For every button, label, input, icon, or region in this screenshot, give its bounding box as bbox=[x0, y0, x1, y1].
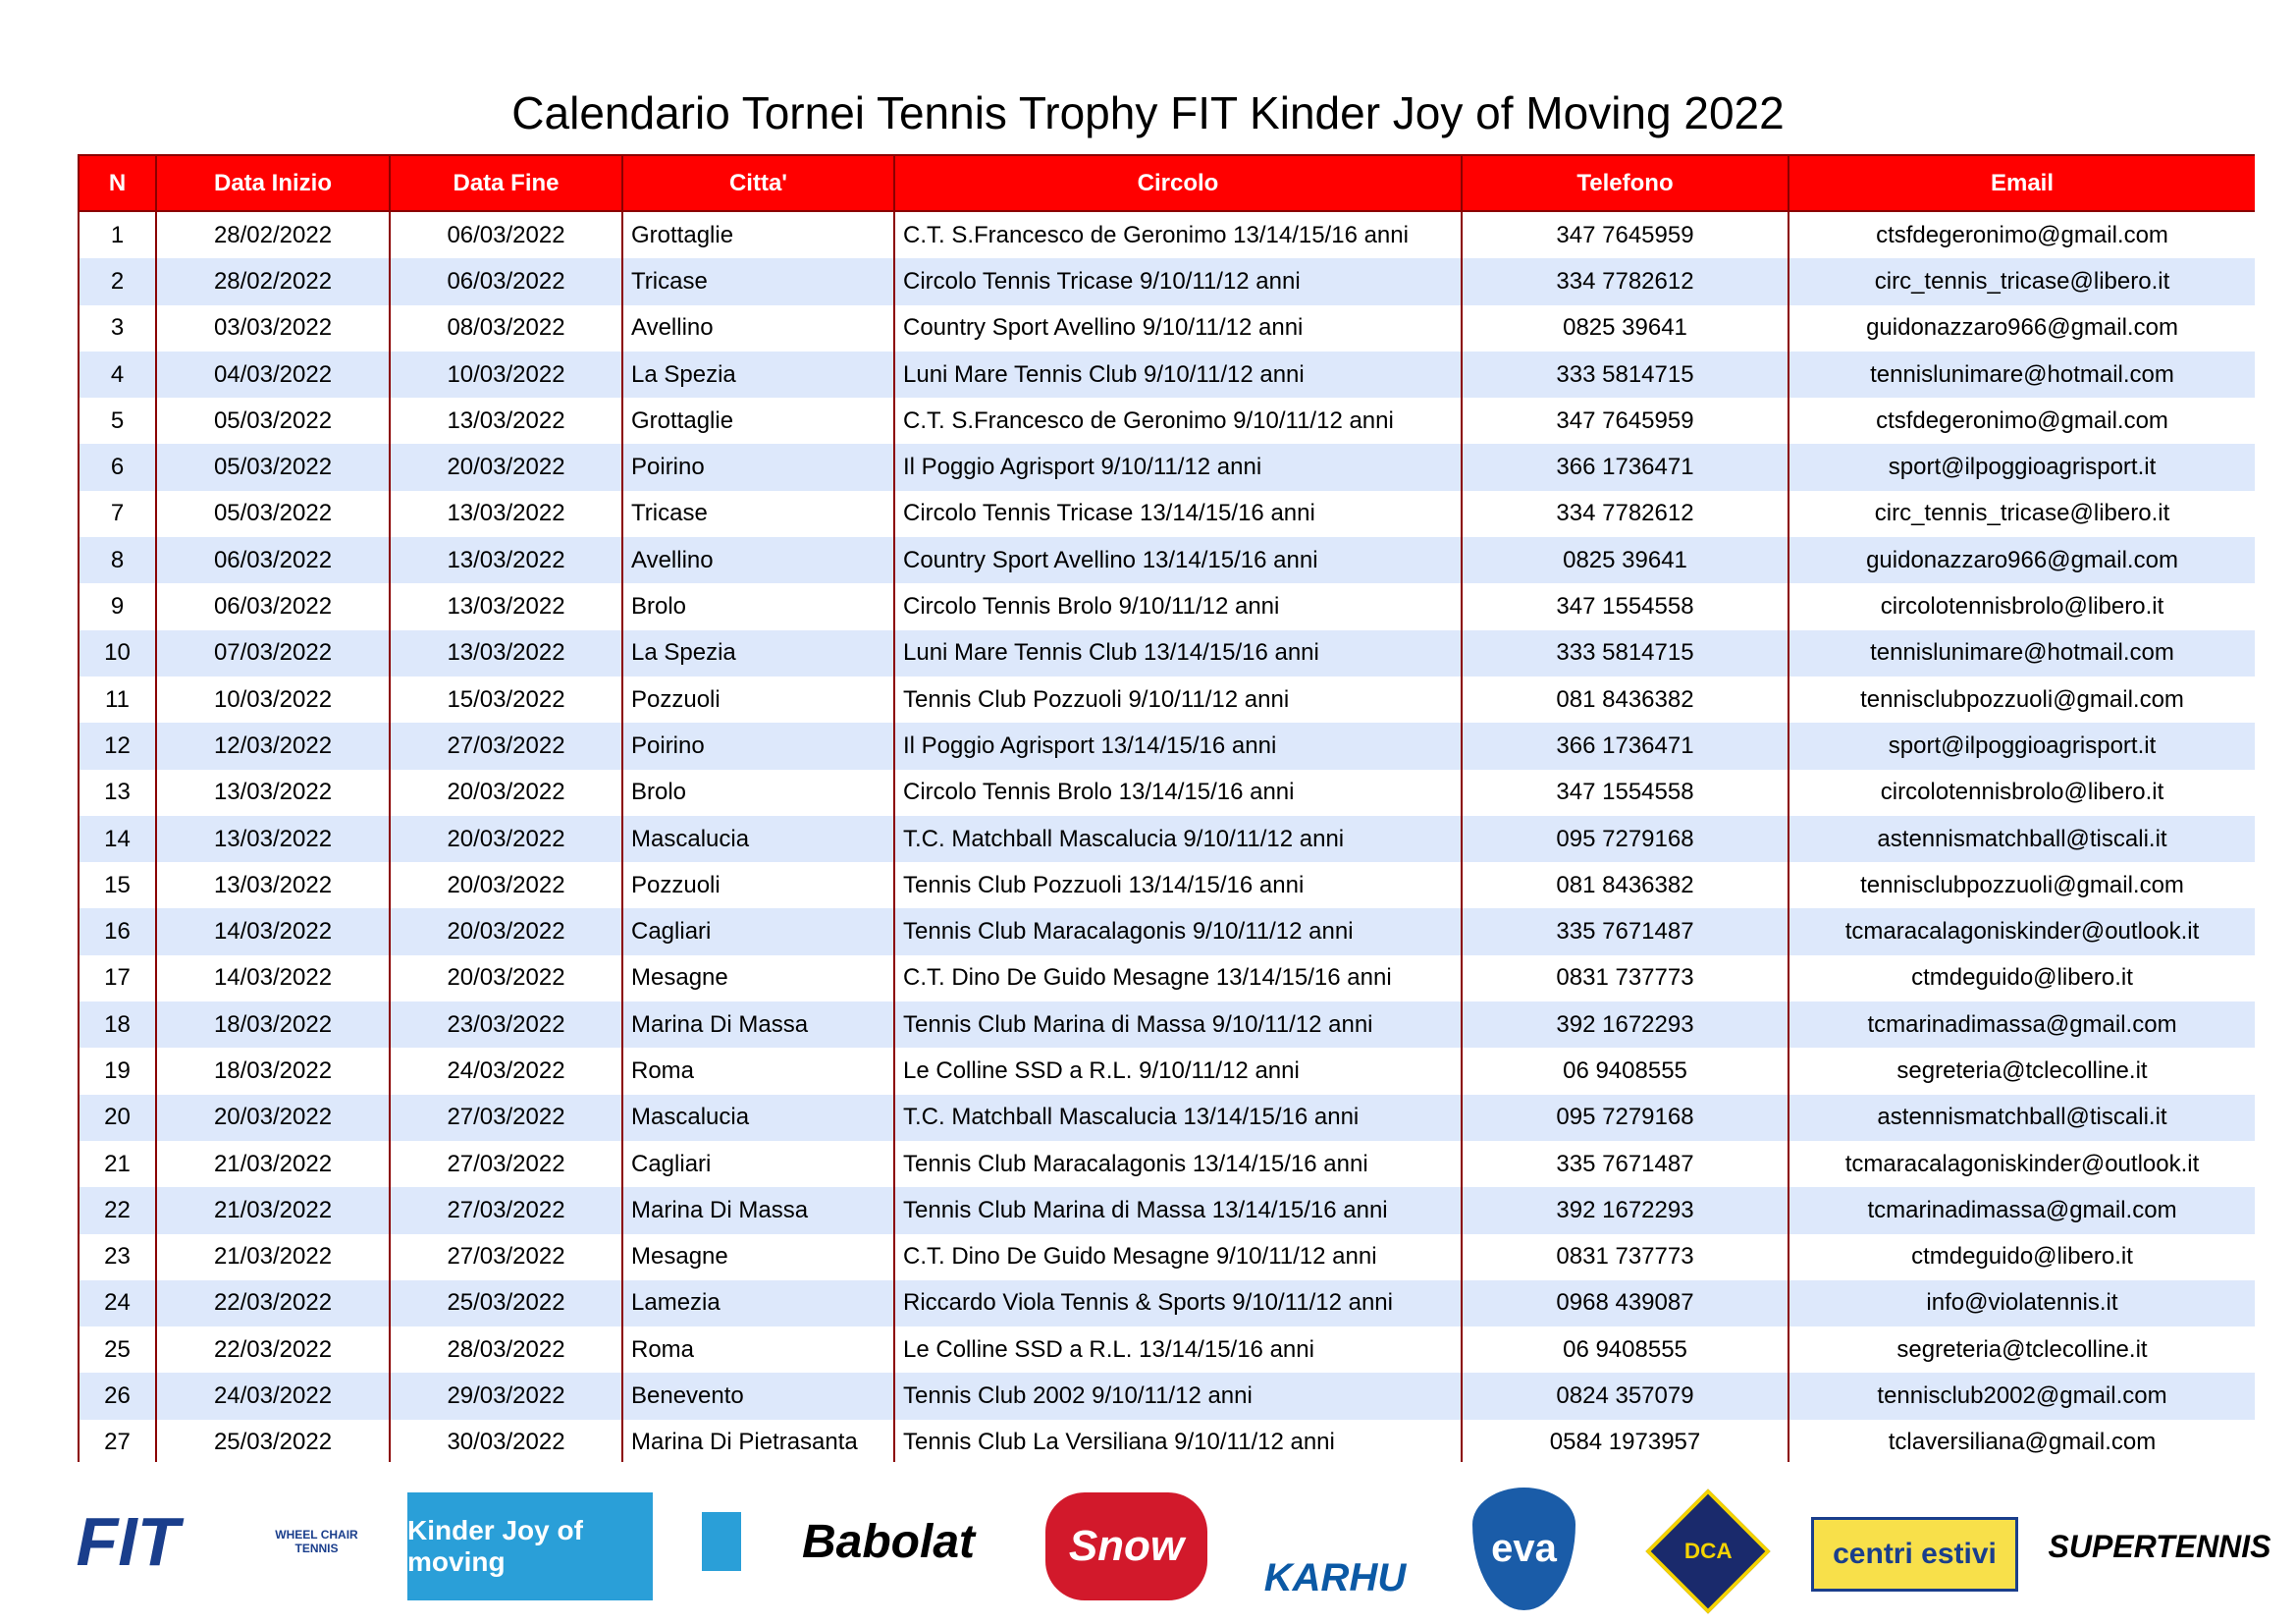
cell-end-date: 08/03/2022 bbox=[390, 305, 622, 352]
cell-start-date: 06/03/2022 bbox=[156, 583, 390, 629]
cell-city: Lamezia bbox=[622, 1280, 894, 1326]
table-row bbox=[79, 862, 2255, 908]
cell-number: 12 bbox=[79, 723, 156, 769]
cell-end-date: 25/03/2022 bbox=[390, 1280, 622, 1326]
cell-phone: 06 9408555 bbox=[1462, 1326, 1789, 1373]
crimson-snow-logo: Snow bbox=[1045, 1492, 1207, 1600]
table-row bbox=[79, 1326, 2255, 1373]
cell-end-date: 27/03/2022 bbox=[390, 723, 622, 769]
cell-number: 2 bbox=[79, 258, 156, 304]
cell-end-date: 20/03/2022 bbox=[390, 444, 622, 490]
cell-start-date: 10/03/2022 bbox=[156, 677, 390, 723]
wheelchair-tennis-logo: WHEEL CHAIR TENNIS bbox=[275, 1528, 358, 1555]
cell-city: Mesagne bbox=[622, 1234, 894, 1280]
fit-logo: FIT bbox=[76, 1503, 180, 1580]
table-row bbox=[79, 1280, 2255, 1326]
cell-end-date: 20/03/2022 bbox=[390, 862, 622, 908]
cell-city: Tricase bbox=[622, 491, 894, 537]
cell-city: Roma bbox=[622, 1048, 894, 1094]
cell-city: Mesagne bbox=[622, 955, 894, 1001]
cell-start-date: 22/03/2022 bbox=[156, 1280, 390, 1326]
cell-start-date: 06/03/2022 bbox=[156, 537, 390, 583]
cell-number: 14 bbox=[79, 816, 156, 862]
cell-number: 26 bbox=[79, 1373, 156, 1419]
cell-phone: 392 1672293 bbox=[1462, 1187, 1789, 1233]
cell-email: segreteria@tclecolline.it bbox=[1789, 1326, 2255, 1373]
cell-number: 16 bbox=[79, 908, 156, 954]
cell-city: Tricase bbox=[622, 258, 894, 304]
cell-start-date: 21/03/2022 bbox=[156, 1187, 390, 1233]
cell-number: 11 bbox=[79, 677, 156, 723]
cell-end-date: 24/03/2022 bbox=[390, 1048, 622, 1094]
cell-club: Circolo Tennis Brolo 13/14/15/16 anni bbox=[894, 770, 1462, 816]
table-row bbox=[79, 1420, 2255, 1462]
table-row bbox=[79, 491, 2255, 537]
tournament-table bbox=[78, 156, 2255, 1462]
cell-number: 6 bbox=[79, 444, 156, 490]
cell-end-date: 27/03/2022 bbox=[390, 1141, 622, 1187]
cell-start-date: 21/03/2022 bbox=[156, 1141, 390, 1187]
cell-end-date: 13/03/2022 bbox=[390, 491, 622, 537]
cell-end-date: 20/03/2022 bbox=[390, 908, 622, 954]
eva-logo: eva bbox=[1472, 1488, 1575, 1610]
cell-number: 9 bbox=[79, 583, 156, 629]
cell-phone: 333 5814715 bbox=[1462, 352, 1789, 398]
cell-city: Roma bbox=[622, 1326, 894, 1373]
cell-club: Country Sport Avellino 13/14/15/16 anni bbox=[894, 537, 1462, 583]
cell-number: 4 bbox=[79, 352, 156, 398]
cell-phone: 335 7671487 bbox=[1462, 908, 1789, 954]
cell-club: Tennis Club Pozzuoli 13/14/15/16 anni bbox=[894, 862, 1462, 908]
cell-email: info@violatennis.it bbox=[1789, 1280, 2255, 1326]
cell-email: astennismatchball@tiscali.it bbox=[1789, 816, 2255, 862]
table-row bbox=[79, 1373, 2255, 1419]
cell-club: Il Poggio Agrisport 9/10/11/12 anni bbox=[894, 444, 1462, 490]
cell-email: tennislunimare@hotmail.com bbox=[1789, 630, 2255, 677]
cell-phone: 081 8436382 bbox=[1462, 677, 1789, 723]
cell-phone: 366 1736471 bbox=[1462, 723, 1789, 769]
cell-end-date: 13/03/2022 bbox=[390, 537, 622, 583]
cell-email: tcmaracalagoniskinder@outlook.it bbox=[1789, 1141, 2255, 1187]
cell-phone: 0831 737773 bbox=[1462, 1234, 1789, 1280]
cell-club: C.T. Dino De Guido Mesagne 13/14/15/16 anni bbox=[894, 955, 1462, 1001]
cell-start-date: 05/03/2022 bbox=[156, 398, 390, 444]
cell-phone: 392 1672293 bbox=[1462, 1001, 1789, 1048]
cell-start-date: 18/03/2022 bbox=[156, 1001, 390, 1048]
cell-number: 5 bbox=[79, 398, 156, 444]
cell-start-date: 25/03/2022 bbox=[156, 1420, 390, 1462]
cell-city: Avellino bbox=[622, 305, 894, 352]
cell-number: 13 bbox=[79, 770, 156, 816]
table-row bbox=[79, 305, 2255, 352]
cell-email: circ_tennis_tricase@libero.it bbox=[1789, 258, 2255, 304]
cell-end-date: 20/03/2022 bbox=[390, 770, 622, 816]
table-row bbox=[79, 537, 2255, 583]
cell-phone: 06 9408555 bbox=[1462, 1048, 1789, 1094]
table-row bbox=[79, 398, 2255, 444]
cell-start-date: 03/03/2022 bbox=[156, 305, 390, 352]
cell-club: T.C. Matchball Mascalucia 13/14/15/16 anni bbox=[894, 1095, 1462, 1141]
cell-city: La Spezia bbox=[622, 630, 894, 677]
cell-phone: 0825 39641 bbox=[1462, 537, 1789, 583]
cell-end-date: 06/03/2022 bbox=[390, 258, 622, 304]
cell-phone: 333 5814715 bbox=[1462, 630, 1789, 677]
kinder-joy-of-moving-logo: Kinder Joy of moving bbox=[407, 1492, 653, 1600]
cell-number: 3 bbox=[79, 305, 156, 352]
table-row bbox=[79, 816, 2255, 862]
cell-email: sport@ilpoggioagrisport.it bbox=[1789, 444, 2255, 490]
cell-email: tcmarinadimassa@gmail.com bbox=[1789, 1187, 2255, 1233]
cell-number: 18 bbox=[79, 1001, 156, 1048]
cell-start-date: 22/03/2022 bbox=[156, 1326, 390, 1373]
table-row bbox=[79, 258, 2255, 304]
cell-club: C.T. Dino De Guido Mesagne 9/10/11/12 anni bbox=[894, 1234, 1462, 1280]
cell-start-date: 14/03/2022 bbox=[156, 908, 390, 954]
cell-club: Le Colline SSD a R.L. 13/14/15/16 anni bbox=[894, 1326, 1462, 1373]
cell-city: Cagliari bbox=[622, 908, 894, 954]
cell-number: 15 bbox=[79, 862, 156, 908]
cell-email: tcmaracalagoniskinder@outlook.it bbox=[1789, 908, 2255, 954]
cell-number: 23 bbox=[79, 1234, 156, 1280]
cell-end-date: 06/03/2022 bbox=[390, 211, 622, 258]
dca-text: DCA bbox=[1683, 1539, 1733, 1563]
page-title: Calendario Tornei Tennis Trophy FIT Kinder Joy of Moving 2022 bbox=[511, 87, 1785, 138]
cell-phone: 0831 737773 bbox=[1462, 955, 1789, 1001]
cell-club: Circolo Tennis Tricase 13/14/15/16 anni bbox=[894, 491, 1462, 537]
cell-end-date: 30/03/2022 bbox=[390, 1420, 622, 1462]
table-row bbox=[79, 1095, 2255, 1141]
cell-email: ctsfdegeronimo@gmail.com bbox=[1789, 211, 2255, 258]
table-row bbox=[79, 955, 2255, 1001]
cell-phone: 366 1736471 bbox=[1462, 444, 1789, 490]
cell-start-date: 13/03/2022 bbox=[156, 862, 390, 908]
cell-email: sport@ilpoggioagrisport.it bbox=[1789, 723, 2255, 769]
cell-phone: 347 7645959 bbox=[1462, 211, 1789, 258]
cell-start-date: 18/03/2022 bbox=[156, 1048, 390, 1094]
cell-email: astennismatchball@tiscali.it bbox=[1789, 1095, 2255, 1141]
cell-email: tclaversiliana@gmail.com bbox=[1789, 1420, 2255, 1462]
cell-start-date: 28/02/2022 bbox=[156, 258, 390, 304]
cell-city: Marina Di Pietrasanta bbox=[622, 1420, 894, 1462]
cell-city: Poirino bbox=[622, 723, 894, 769]
cell-city: La Spezia bbox=[622, 352, 894, 398]
sponsor-logos bbox=[0, 1473, 2296, 1620]
cell-phone: 347 1554558 bbox=[1462, 770, 1789, 816]
cell-number: 21 bbox=[79, 1141, 156, 1187]
cell-start-date: 05/03/2022 bbox=[156, 491, 390, 537]
table-row bbox=[79, 908, 2255, 954]
cell-city: Mascalucia bbox=[622, 1095, 894, 1141]
cell-end-date: 29/03/2022 bbox=[390, 1373, 622, 1419]
centri-estivi-logo: centri estivi bbox=[1811, 1517, 2018, 1592]
supertennis-logo: SUPERTENNIS bbox=[2048, 1528, 2271, 1564]
cell-club: Tennis Club Maracalagonis 13/14/15/16 anni bbox=[894, 1141, 1462, 1187]
cell-number: 24 bbox=[79, 1280, 156, 1326]
cell-start-date: 28/02/2022 bbox=[156, 211, 390, 258]
cell-email: tennisclubpozzuoli@gmail.com bbox=[1789, 862, 2255, 908]
table-row bbox=[79, 583, 2255, 629]
cell-club: Le Colline SSD a R.L. 9/10/11/12 anni bbox=[894, 1048, 1462, 1094]
cell-phone: 335 7671487 bbox=[1462, 1141, 1789, 1187]
tournament-table-container bbox=[78, 154, 2255, 1462]
cell-end-date: 23/03/2022 bbox=[390, 1001, 622, 1048]
cell-city: Marina Di Massa bbox=[622, 1187, 894, 1233]
column-header-club: Circolo bbox=[894, 156, 1462, 211]
cell-number: 22 bbox=[79, 1187, 156, 1233]
cell-phone: 0824 357079 bbox=[1462, 1373, 1789, 1419]
cell-start-date: 07/03/2022 bbox=[156, 630, 390, 677]
cell-email: circ_tennis_tricase@libero.it bbox=[1789, 491, 2255, 537]
cell-end-date: 27/03/2022 bbox=[390, 1234, 622, 1280]
cell-end-date: 15/03/2022 bbox=[390, 677, 622, 723]
cell-number: 25 bbox=[79, 1326, 156, 1373]
cell-phone: 334 7782612 bbox=[1462, 258, 1789, 304]
cell-phone: 081 8436382 bbox=[1462, 862, 1789, 908]
table-row bbox=[79, 1234, 2255, 1280]
cell-start-date: 14/03/2022 bbox=[156, 955, 390, 1001]
cell-start-date: 04/03/2022 bbox=[156, 352, 390, 398]
cell-start-date: 12/03/2022 bbox=[156, 723, 390, 769]
karhu-logo: KARHU bbox=[1263, 1556, 1407, 1599]
cell-club: C.T. S.Francesco de Geronimo 9/10/11/12 anni bbox=[894, 398, 1462, 444]
cell-email: tennisclubpozzuoli@gmail.com bbox=[1789, 677, 2255, 723]
column-header-email: Email bbox=[1789, 156, 2255, 211]
cell-city: Marina Di Massa bbox=[622, 1001, 894, 1048]
cell-club: Tennis Club Maracalagonis 9/10/11/12 anni bbox=[894, 908, 1462, 954]
cell-club: Circolo Tennis Brolo 9/10/11/12 anni bbox=[894, 583, 1462, 629]
dca-logo bbox=[1645, 1489, 1770, 1613]
cell-city: Pozzuoli bbox=[622, 862, 894, 908]
cell-club: Country Sport Avellino 9/10/11/12 anni bbox=[894, 305, 1462, 352]
table-row bbox=[79, 444, 2255, 490]
cell-phone: 0825 39641 bbox=[1462, 305, 1789, 352]
cell-phone: 095 7279168 bbox=[1462, 816, 1789, 862]
cell-start-date: 24/03/2022 bbox=[156, 1373, 390, 1419]
table-row bbox=[79, 770, 2255, 816]
cell-number: 10 bbox=[79, 630, 156, 677]
cell-phone: 334 7782612 bbox=[1462, 491, 1789, 537]
cell-city: Poirino bbox=[622, 444, 894, 490]
cell-club: Riccardo Viola Tennis & Sports 9/10/11/12 anni bbox=[894, 1280, 1462, 1326]
table-row bbox=[79, 723, 2255, 769]
cell-start-date: 20/03/2022 bbox=[156, 1095, 390, 1141]
column-header-start-date: Data Inizio bbox=[156, 156, 390, 211]
table-row bbox=[79, 1187, 2255, 1233]
cell-end-date: 27/03/2022 bbox=[390, 1095, 622, 1141]
cell-email: ctsfdegeronimo@gmail.com bbox=[1789, 398, 2255, 444]
cell-club: Tennis Club Marina di Massa 13/14/15/16 anni bbox=[894, 1187, 1462, 1233]
cell-email: circolotennisbrolo@libero.it bbox=[1789, 583, 2255, 629]
cell-number: 8 bbox=[79, 537, 156, 583]
cell-club: Tennis Club La Versiliana 9/10/11/12 anni bbox=[894, 1420, 1462, 1462]
cell-number: 17 bbox=[79, 955, 156, 1001]
cell-start-date: 05/03/2022 bbox=[156, 444, 390, 490]
cell-end-date: 20/03/2022 bbox=[390, 816, 622, 862]
table-row bbox=[79, 211, 2255, 258]
cell-email: ctmdeguido@libero.it bbox=[1789, 1234, 2255, 1280]
cell-city: Brolo bbox=[622, 583, 894, 629]
cell-email: tennislunimare@hotmail.com bbox=[1789, 352, 2255, 398]
cell-club: Tennis Club 2002 9/10/11/12 anni bbox=[894, 1373, 1462, 1419]
cell-phone: 347 1554558 bbox=[1462, 583, 1789, 629]
table-row bbox=[79, 630, 2255, 677]
cell-city: Avellino bbox=[622, 537, 894, 583]
cell-club: Luni Mare Tennis Club 13/14/15/16 anni bbox=[894, 630, 1462, 677]
cell-start-date: 13/03/2022 bbox=[156, 816, 390, 862]
cell-end-date: 28/03/2022 bbox=[390, 1326, 622, 1373]
cell-end-date: 20/03/2022 bbox=[390, 955, 622, 1001]
cell-start-date: 13/03/2022 bbox=[156, 770, 390, 816]
cell-number: 7 bbox=[79, 491, 156, 537]
cell-city: Brolo bbox=[622, 770, 894, 816]
cell-email: tennisclub2002@gmail.com bbox=[1789, 1373, 2255, 1419]
cell-club: Luni Mare Tennis Club 9/10/11/12 anni bbox=[894, 352, 1462, 398]
table-row bbox=[79, 352, 2255, 398]
table-row bbox=[79, 677, 2255, 723]
cell-end-date: 13/03/2022 bbox=[390, 583, 622, 629]
cell-city: Grottaglie bbox=[622, 211, 894, 258]
cell-city: Pozzuoli bbox=[622, 677, 894, 723]
cell-phone: 347 7645959 bbox=[1462, 398, 1789, 444]
cell-end-date: 10/03/2022 bbox=[390, 352, 622, 398]
cell-city: Grottaglie bbox=[622, 398, 894, 444]
column-header-number: N bbox=[79, 156, 156, 211]
table-row bbox=[79, 1048, 2255, 1094]
cell-phone: 095 7279168 bbox=[1462, 1095, 1789, 1141]
cell-club: Tennis Club Marina di Massa 9/10/11/12 anni bbox=[894, 1001, 1462, 1048]
table-row bbox=[79, 1141, 2255, 1187]
cell-phone: 0584 1973957 bbox=[1462, 1420, 1789, 1462]
cell-email: ctmdeguido@libero.it bbox=[1789, 955, 2255, 1001]
cell-email: guidonazzaro966@gmail.com bbox=[1789, 537, 2255, 583]
cell-end-date: 27/03/2022 bbox=[390, 1187, 622, 1233]
cell-city: Mascalucia bbox=[622, 816, 894, 862]
cell-club: C.T. S.Francesco de Geronimo 13/14/15/16 anni bbox=[894, 211, 1462, 258]
cell-city: Cagliari bbox=[622, 1141, 894, 1187]
cell-end-date: 13/03/2022 bbox=[390, 630, 622, 677]
cell-club: Tennis Club Pozzuoli 9/10/11/12 anni bbox=[894, 677, 1462, 723]
cell-number: 1 bbox=[79, 211, 156, 258]
cell-start-date: 21/03/2022 bbox=[156, 1234, 390, 1280]
cell-email: circolotennisbrolo@libero.it bbox=[1789, 770, 2255, 816]
cell-phone: 0968 439087 bbox=[1462, 1280, 1789, 1326]
cell-email: tcmarinadimassa@gmail.com bbox=[1789, 1001, 2255, 1048]
column-header-phone: Telefono bbox=[1462, 156, 1789, 211]
column-header-city: Citta' bbox=[622, 156, 894, 211]
column-header-end-date: Data Fine bbox=[390, 156, 622, 211]
cell-email: segreteria@tclecolline.it bbox=[1789, 1048, 2255, 1094]
cell-city: Benevento bbox=[622, 1373, 894, 1419]
cell-club: T.C. Matchball Mascalucia 9/10/11/12 anni bbox=[894, 816, 1462, 862]
cell-number: 19 bbox=[79, 1048, 156, 1094]
cell-club: Il Poggio Agrisport 13/14/15/16 anni bbox=[894, 723, 1462, 769]
cell-end-date: 13/03/2022 bbox=[390, 398, 622, 444]
table-header-row bbox=[79, 156, 2255, 211]
cell-number: 20 bbox=[79, 1095, 156, 1141]
cell-number: 27 bbox=[79, 1420, 156, 1462]
cell-email: guidonazzaro966@gmail.com bbox=[1789, 305, 2255, 352]
cell-club: Circolo Tennis Tricase 9/10/11/12 anni bbox=[894, 258, 1462, 304]
table-row bbox=[79, 1001, 2255, 1048]
babolat-logo: Babolat bbox=[702, 1512, 1036, 1571]
